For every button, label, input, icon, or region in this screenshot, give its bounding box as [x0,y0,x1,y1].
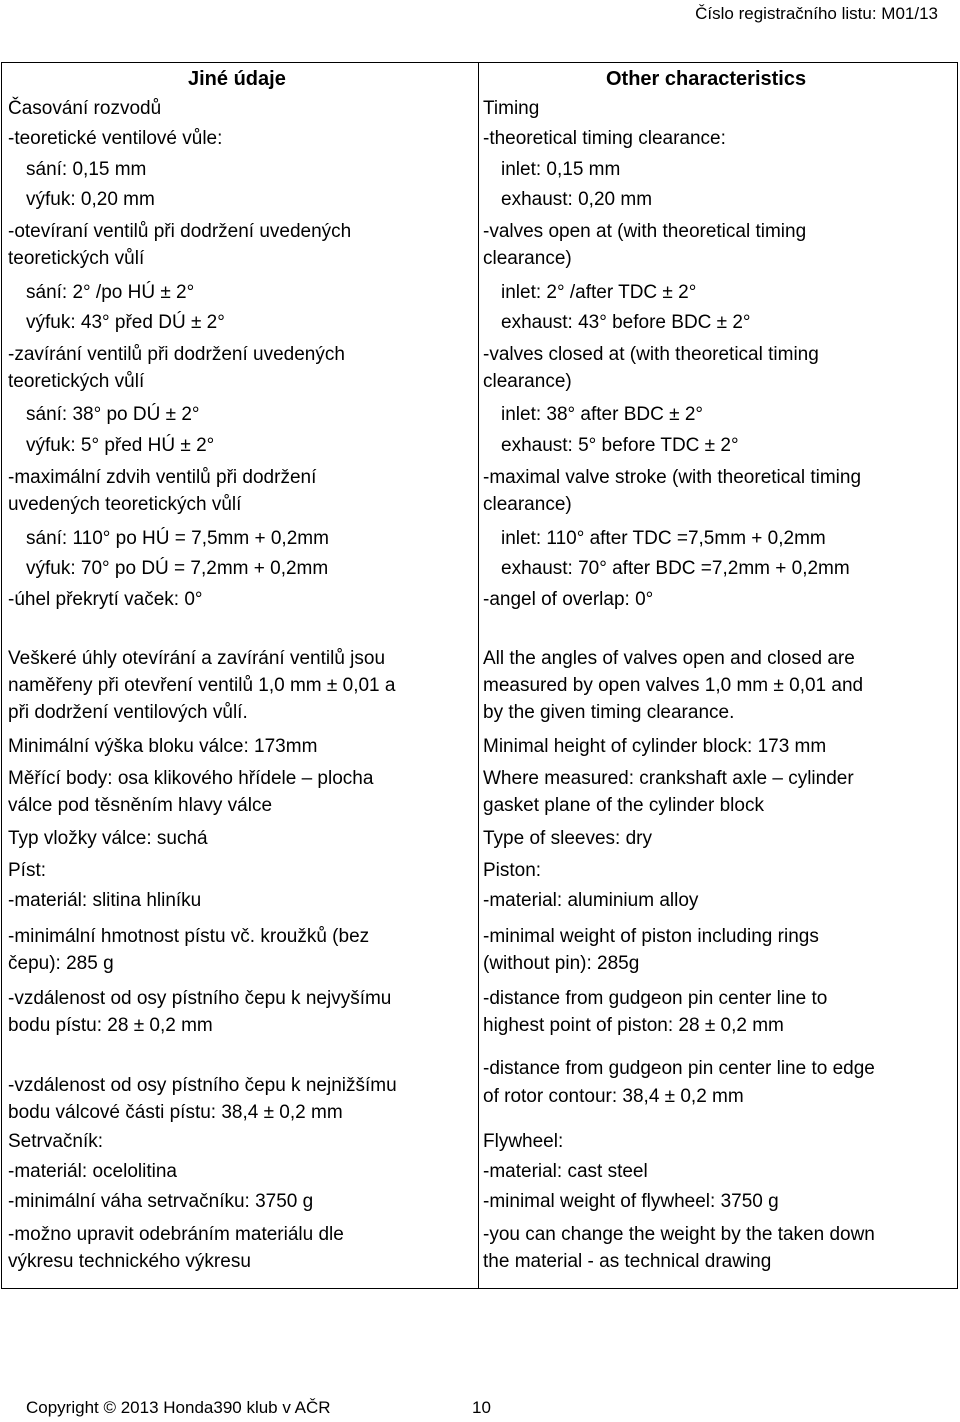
en-line: inlet: 2° /after TDC ± 2° [501,282,697,303]
cz-line: Píst: [8,860,47,881]
cz-line: -úhel překrytí vaček: 0° [8,589,203,610]
en-line: Piston: [483,860,542,881]
footer-copyright: Copyright © 2013 Honda390 klub v AČR [26,1398,331,1417]
cz-line: Typ vložky válce: suchá [8,828,208,849]
czech-column [1,62,479,1289]
cz-line: sání: 2° /po HÚ ± 2° [26,282,195,303]
cz-line: -minimální hmotnost pístu vč. kroužků (bez [8,926,370,947]
cz-line: -vzdálenost od osy pístního čepu k nejnižšímu [8,1075,397,1096]
en-line: exhaust: 5° before TDC ± 2° [501,435,739,456]
cz-line: sání: 38° po DÚ ± 2° [26,404,200,425]
en-line: Flywheel: [483,1131,564,1152]
cz-line: uvedených teoretických vůlí [8,494,242,515]
en-line: exhaust: 0,20 mm [501,189,653,210]
cz-line: -teoretické ventilové vůle: [8,128,223,149]
en-line: -distance from gudgeon pin center line to [483,988,828,1009]
cz-line: čepu): 285 g [8,953,114,974]
cz-line: výfuk: 70° po DÚ = 7,2mm + 0,2mm [26,558,329,579]
en-line: clearance) [483,494,572,515]
en-line: measured by open valves 1,0 mm ± 0,01 and [483,675,864,696]
en-line: Minimal height of cylinder block: 173 mm [483,736,827,757]
cz-line: sání: 110° po HÚ = 7,5mm + 0,2mm [26,528,329,549]
en-line: -valves closed at (with theoretical timing [483,344,819,365]
cz-line: Minimální výška bloku válce: 173mm [8,736,318,757]
en-line: exhaust: 43° before BDC ± 2° [501,312,751,333]
cz-line: válce pod těsněním hlavy válce [8,795,273,816]
cz-line: Setrvačník: [8,1131,104,1152]
cz-line: výfuk: 0,20 mm [26,189,155,210]
cz-line: Veškeré úhly otevírání a zavírání ventilů jsou [8,648,386,669]
cz-line: teoretických vůlí [8,248,145,269]
cz-line: -materiál: slitina hliníku [8,890,202,911]
en-line: -minimal weight of piston including rings [483,926,819,947]
en-line: -minimal weight of flywheel: 3750 g [483,1191,779,1212]
en-line: clearance) [483,371,572,392]
cz-line: Časování rozvodů [8,98,162,119]
page-number: 10 [472,1398,491,1417]
english-column [478,62,958,1289]
cz-line: bodu pístu: 28 ± 0,2 mm [8,1015,213,1036]
cz-line: výfuk: 43° před DÚ ± 2° [26,312,225,333]
en-line: of rotor contour: 38,4 ± 0,2 mm [483,1086,744,1107]
cz-line: -vzdálenost od osy pístního čepu k nejvyšímu [8,988,392,1009]
en-line: -material: aluminium alloy [483,890,699,911]
en-line: -angel of overlap: 0° [483,589,654,610]
cz-line: -možno upravit odebráním materiálu dle [8,1224,344,1245]
en-line: -maximal valve stroke (with theoretical timing [483,467,862,488]
en-line: -material: cast steel [483,1161,648,1182]
en-line: inlet: 38° after BDC ± 2° [501,404,703,425]
en-line: (without pin): 285g [483,953,640,974]
en-line: -theoretical timing clearance: [483,128,726,149]
characteristics-table [0,62,960,1287]
registration-number: Číslo registračního listu: M01/13 [695,4,938,23]
czech-title: Jiné údaje [188,68,286,90]
cz-line: naměřeny při otevření ventilů 1,0 mm ± 0,01 a [8,675,396,696]
en-line: Timing [483,98,540,119]
en-line: inlet: 110° after TDC =7,5mm + 0,2mm [501,528,826,549]
cz-line: -materiál: ocelolitina [8,1161,177,1182]
en-line: clearance) [483,248,572,269]
en-line: exhaust: 70° after BDC =7,2mm + 0,2mm [501,558,850,579]
en-line: Where measured: crankshaft axle – cylinder [483,768,854,789]
en-line: gasket plane of the cylinder block [483,795,764,816]
cz-line: sání: 0,15 mm [26,159,147,180]
cz-line: při dodržení ventilových vůlí. [8,702,248,723]
en-line: -valves open at (with theoretical timing [483,221,807,242]
cz-line: -minimální váha setrvačníku: 3750 g [8,1191,314,1212]
english-title: Other characteristics [606,68,807,90]
cz-line: výfuk: 5° před HÚ ± 2° [26,435,215,456]
cz-line: výkresu technického výkresu [8,1251,251,1272]
en-line: -distance from gudgeon pin center line to edge [483,1058,875,1079]
cz-line: bodu válcové části pístu: 38,4 ± 0,2 mm [8,1102,343,1123]
en-line: -you can change the weight by the taken down [483,1224,875,1245]
cz-line: teoretických vůlí [8,371,145,392]
cz-line: Měřící body: osa klikového hřídele – plocha [8,768,374,789]
cz-line: -otevíraní ventilů při dodržení uvedených [8,221,352,242]
en-line: the material - as technical drawing [483,1251,772,1272]
en-line: Type of sleeves: dry [483,828,652,849]
en-line: inlet: 0,15 mm [501,159,621,180]
cz-line: -zavírání ventilů při dodržení uvedených [8,344,345,365]
en-line: by the given timing clearance. [483,702,735,723]
cz-line: -maximální zdvih ventilů při dodržení [8,467,317,488]
en-line: All the angles of valves open and closed are [483,648,855,669]
en-line: highest point of piston: 28 ± 0,2 mm [483,1015,784,1036]
